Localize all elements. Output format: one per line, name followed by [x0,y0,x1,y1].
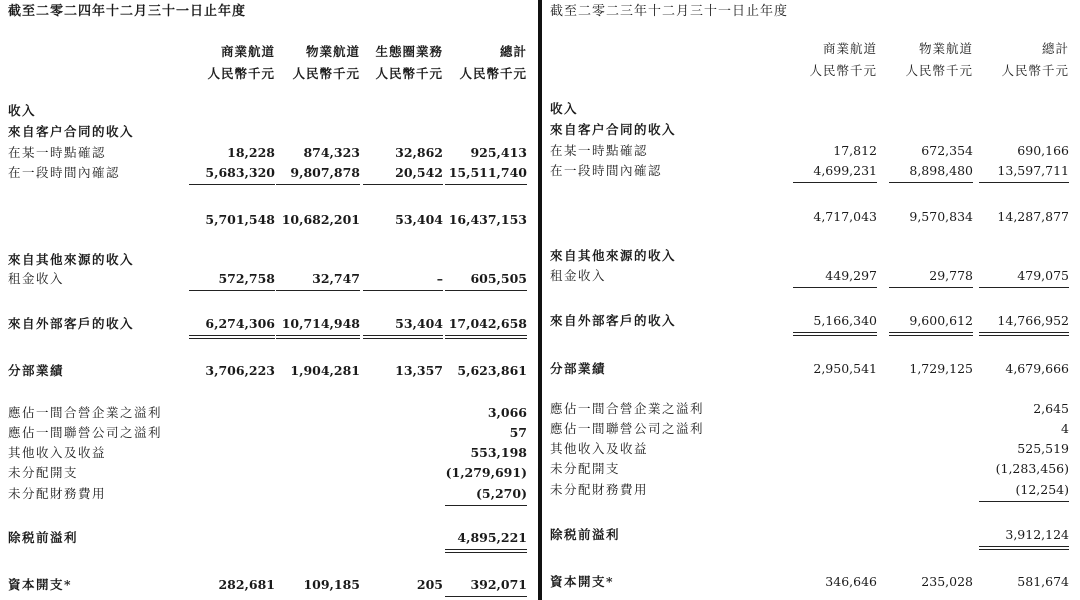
row-label: 除税前溢利 [550,527,621,542]
row-label: 資本開支* [550,574,615,589]
column-header: 生態圈業務 [375,44,443,59]
table-cell: 1,729,125 [909,361,973,376]
row-label: 應佔一間聯營公司之溢利 [8,425,163,440]
table-cell: 3,066 [487,405,527,420]
table-cell: 53,404 [395,316,443,331]
column-header: 總計 [1041,41,1069,56]
table-cell: (1,279,691) [445,465,527,480]
table-cell: 18,228 [227,145,275,160]
subtotal-rule [979,182,1069,183]
table-cell: 9,570,834 [909,209,973,224]
subtotal-rule [979,501,1069,502]
total-double-rule [793,332,877,336]
table-cell: 6,274,306 [205,316,275,331]
table-cell: – [436,271,443,286]
row-label: 未分配開支 [8,465,79,480]
column-header: 物業航道 [918,41,973,56]
table-cell: 13,597,711 [997,163,1069,178]
table-cell: 479,075 [1017,268,1069,283]
table-cell: 5,166,340 [813,313,877,328]
table-cell: 235,028 [921,574,973,589]
table-cell: 17,042,658 [448,316,527,331]
table-cell: 32,747 [312,271,360,286]
table-title: 截至二零二三年十二月三十一日止年度 [550,4,789,19]
total-double-rule [889,332,973,336]
table-cell: 4,699,231 [813,163,877,178]
table-cell: 16,437,153 [448,212,527,227]
total-double-rule [276,335,360,339]
column-header: 總計 [499,44,527,59]
total-double-rule [189,335,275,339]
table-cell: 672,354 [921,143,973,158]
table-title: 截至二零二四年十二月三十一日止年度 [8,4,247,19]
table-cell: 109,185 [303,577,360,592]
subtotal-rule [276,290,360,291]
table-cell: 20,542 [395,165,443,180]
column-unit: 人民幣千元 [292,66,360,81]
table-cell: 2,950,541 [813,361,877,376]
subtotal-rule [445,290,527,291]
row-label: 收入 [8,103,37,118]
table-cell: 4,895,221 [457,530,527,545]
column-unit: 人民幣千元 [1001,63,1069,78]
row-label: 應佔一間合營企業之溢利 [550,401,705,416]
row-label: 在某一時點確認 [8,145,107,160]
subtotal-rule [189,184,275,185]
table-cell: 572,758 [218,271,275,286]
row-label: 其他收入及收益 [550,441,649,456]
table-cell: 605,505 [470,271,527,286]
column-unit: 人民幣千元 [375,66,443,81]
table-cell: 874,323 [303,145,360,160]
table-cell: 449,297 [825,268,877,283]
table-cell: 4,679,666 [1005,361,1069,376]
table-cell: 14,766,952 [997,313,1069,328]
table-cell: 525,519 [1017,441,1069,456]
row-label: 來自外部客戶的收入 [8,316,135,331]
table-cell: 205 [416,577,443,592]
table-cell: 1,904,281 [290,363,360,378]
subtotal-rule [276,184,360,185]
row-label: 未分配開支 [550,461,621,476]
subtotal-rule [793,287,877,288]
table-cell: (12,254) [1015,482,1069,497]
table-cell: 9,807,878 [290,165,360,180]
row-label: 收入 [550,101,579,116]
table-cell: 9,600,612 [909,313,973,328]
column-unit: 人民幣千元 [809,63,877,78]
column-header: 商業航道 [822,41,877,56]
table-cell: 5,683,320 [205,165,275,180]
table-cell: 581,674 [1017,574,1069,589]
table-cell: 690,166 [1017,143,1069,158]
segment-table-2023 [542,0,1080,600]
table-cell: 346,646 [825,574,877,589]
column-header: 物業航道 [305,44,360,59]
row-label: 在一段時間內確認 [8,165,121,180]
table-cell: 3,912,124 [1005,527,1069,542]
table-cell: 15,511,740 [448,165,527,180]
table-cell: (1,283,456) [995,461,1069,476]
row-label: 資本開支* [8,577,73,592]
subtotal-rule [979,287,1069,288]
column-header: 商業航道 [220,44,275,59]
subtotal-rule [889,287,973,288]
table-cell: 57 [509,425,527,440]
segment-table-2024 [0,0,538,600]
row-label: 除税前溢利 [8,530,79,545]
total-double-rule [979,332,1069,336]
table-cell: 10,682,201 [281,212,360,227]
table-cell: 3,706,223 [205,363,275,378]
table-cell: 32,862 [395,145,443,160]
subtotal-rule [445,596,527,597]
row-label: 來自其他來源的收入 [550,248,677,263]
row-label: 在一段時間內確認 [550,163,663,178]
subtotal-rule [363,290,443,291]
row-label: 來自其他來源的收入 [8,252,135,267]
table-cell: (5,270) [476,486,527,501]
row-label: 分部業績 [8,363,65,378]
table-cell: 4 [1061,421,1069,436]
row-label: 未分配財務費用 [550,482,649,497]
table-cell: 14,287,877 [997,209,1069,224]
total-double-rule [979,546,1069,550]
column-unit: 人民幣千元 [207,66,275,81]
subtotal-rule [189,290,275,291]
table-cell: 17,812 [833,143,877,158]
table-cell: 4,717,043 [813,209,877,224]
row-label: 租金收入 [550,268,607,283]
table-cell: 553,198 [470,445,527,460]
subtotal-rule [363,184,443,185]
table-cell: 925,413 [470,145,527,160]
table-cell: 392,071 [470,577,527,592]
table-cell: 53,404 [395,212,443,227]
table-cell: 5,623,861 [457,363,527,378]
row-label: 租金收入 [8,271,65,286]
row-label: 應佔一間合營企業之溢利 [8,405,163,420]
row-label: 分部業績 [550,361,607,376]
row-label: 在某一時點確認 [550,143,649,158]
subtotal-rule [889,182,973,183]
subtotal-rule [445,184,527,185]
table-cell: 13,357 [395,363,443,378]
subtotal-rule [793,182,877,183]
table-cell: 10,714,948 [281,316,360,331]
row-label: 應佔一間聯營公司之溢利 [550,421,705,436]
table-cell: 29,778 [929,268,973,283]
row-label: 來自客户合同的收入 [550,122,677,137]
table-cell: 8,898,480 [909,163,973,178]
total-double-rule [363,335,443,339]
row-label: 來自外部客戶的收入 [550,313,677,328]
column-unit: 人民幣千元 [905,63,973,78]
subtotal-rule [445,505,527,506]
total-double-rule [445,335,527,339]
column-unit: 人民幣千元 [459,66,527,81]
table-cell: 2,645 [1033,401,1069,416]
row-label: 來自客户合同的收入 [8,124,135,139]
row-label: 其他收入及收益 [8,445,107,460]
table-cell: 5,701,548 [205,212,275,227]
row-label: 未分配財務費用 [8,486,107,501]
table-cell: 282,681 [218,577,275,592]
total-double-rule [445,549,527,553]
